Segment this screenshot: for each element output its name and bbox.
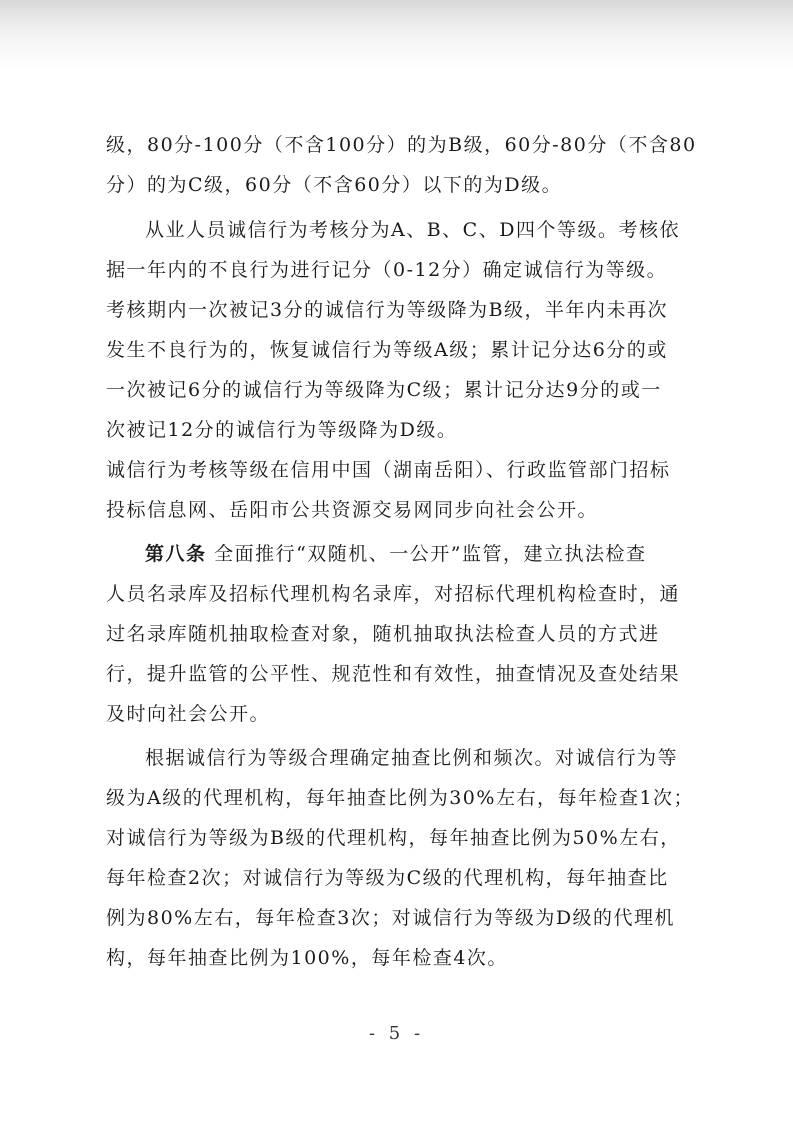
paragraph-line: 级为A级的代理机构，每年抽查比例为30%左右，每年检查1次； bbox=[106, 787, 695, 809]
paragraph-line: 行，提升监管的公平性、规范性和有效性，抽查情况及查处结果 bbox=[106, 663, 681, 685]
paragraph-line: 一次被记6分的诚信行为等级降为C级；累计记分达9分的或一 bbox=[106, 379, 662, 401]
paragraph-line: 考核期内一次被记3分的诚信行为等级降为B级，半年内未再次 bbox=[106, 299, 669, 321]
paragraph-line: 次被记12分的诚信行为等级降为D级。 bbox=[106, 419, 458, 441]
paragraph-line: 每年检查2次；对诚信行为等级为C级的代理机构，每年抽查比 bbox=[106, 867, 669, 889]
paragraph-line: 及时向社会公开。 bbox=[106, 703, 271, 725]
paragraph-line: 根据诚信行为等级合理确定抽查比例和频次。对诚信行为等 bbox=[145, 747, 679, 769]
page-number: - 5 - bbox=[368, 1023, 425, 1044]
paragraph-line: 对诚信行为等级为B级的代理机构，每年抽查比例为50%左右， bbox=[106, 827, 681, 849]
paragraph-line: 分）的为C级，60分（不含60分）以下的为D级。 bbox=[106, 174, 563, 196]
paragraph-line: 发生不良行为的，恢复诚信行为等级A级；累计记分达6分的或 bbox=[106, 339, 668, 361]
paragraph-line: 级，80分-100分（不含100分）的为B级，60分-80分（不含80 bbox=[106, 134, 697, 156]
paragraph-line: 投标信息网、岳阳市公共资源交易网同步向社会公开。 bbox=[106, 499, 599, 521]
paragraph-line: 人员名录库及招标代理机构名录库，对招标代理机构检查时，通 bbox=[106, 583, 681, 605]
paragraph-line: 构，每年抽查比例为100%，每年检查4次。 bbox=[106, 947, 508, 969]
scan-shadow bbox=[0, 0, 793, 70]
paragraph-line: 例为80%左右，每年检查3次；对诚信行为等级为D级的代理机 bbox=[106, 907, 676, 929]
article-heading: 第八条 bbox=[145, 543, 207, 565]
article-text: 全面推行“双随机、一公开”监管，建立执法检查 bbox=[214, 543, 647, 565]
article-first-line bbox=[145, 542, 706, 566]
paragraph-line: 据一年内的不良行为进行记分（0-12分）确定诚信行为等级。 bbox=[106, 259, 668, 281]
paragraph-line: 从业人员诚信行为考核分为A、B、C、D四个等级。考核依 bbox=[145, 219, 680, 241]
paragraph-line: 过名录库随机抽取检查对象，随机抽取执法检查人员的方式进 bbox=[106, 623, 660, 645]
paragraph-line: 诚信行为考核等级在信用中国（湖南岳阳）、行政监管部门招标 bbox=[106, 459, 671, 481]
